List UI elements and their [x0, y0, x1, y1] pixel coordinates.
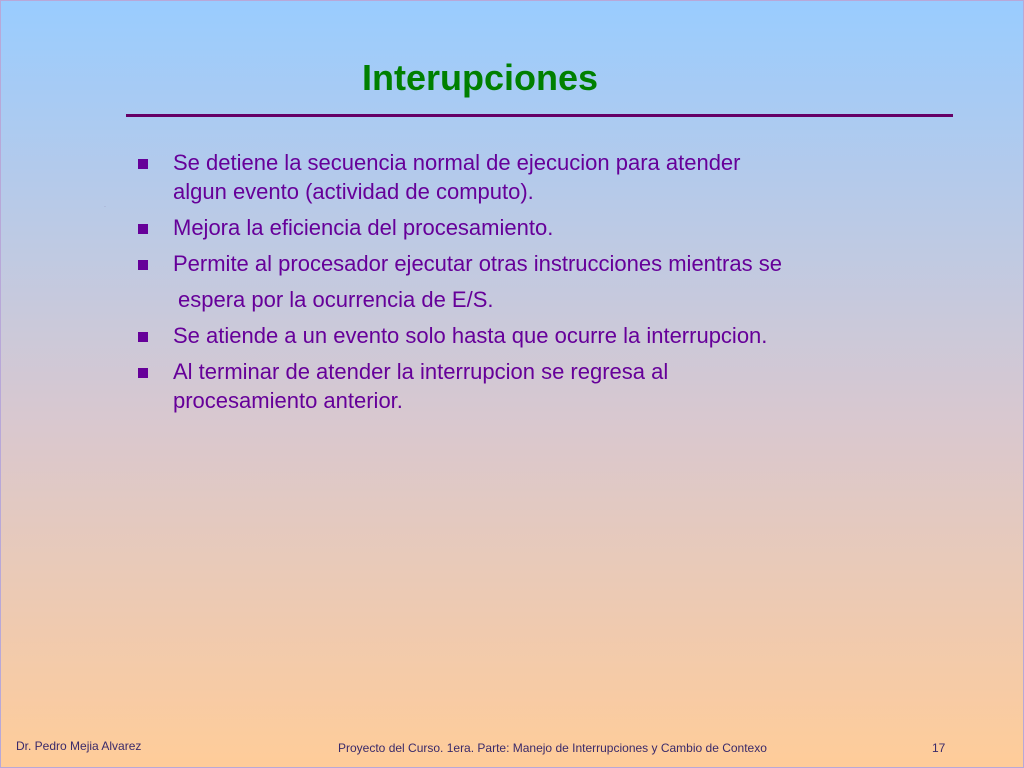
square-bullet-icon: [138, 260, 148, 270]
bullet-item: [135, 213, 895, 242]
stray-mark: ·: [104, 204, 106, 210]
bullet-text: Al terminar de atender la interrupcion se regresa al: [173, 359, 669, 384]
bullet-item: [135, 321, 895, 350]
bullet-text: Permite al procesador ejecutar otras instrucciones mientras se: [173, 251, 782, 276]
title-divider: [126, 114, 953, 117]
bullet-text: algun evento (actividad de computo).: [173, 179, 534, 204]
square-bullet-icon: [138, 159, 148, 169]
footer-author: Dr. Pedro Mejia Alvarez: [16, 739, 142, 753]
bullet-item: [135, 249, 895, 314]
square-bullet-icon: [138, 332, 148, 342]
bullet-list: [135, 148, 895, 422]
bullet-text: espera por la ocurrencia de E/S.: [178, 287, 494, 312]
bullet-item: [135, 148, 895, 206]
footer-course-title: Proyecto del Curso. 1era. Parte: Manejo de Interrupciones y Cambio de Contexo: [338, 741, 767, 755]
bullet-text: Se detiene la secuencia normal de ejecucion para atender: [173, 150, 741, 175]
bullet-item: [135, 357, 895, 415]
slide-title: Interupciones: [361, 57, 599, 98]
square-bullet-icon: [138, 224, 148, 234]
bullet-text: procesamiento anterior.: [173, 388, 403, 413]
footer-page-number: 17: [932, 741, 946, 755]
square-bullet-icon: [138, 368, 148, 378]
bullet-text: Se atiende a un evento solo hasta que ocurre la interrupcion.: [173, 323, 768, 348]
bullet-text: Mejora la eficiencia del procesamiento.: [173, 215, 554, 240]
